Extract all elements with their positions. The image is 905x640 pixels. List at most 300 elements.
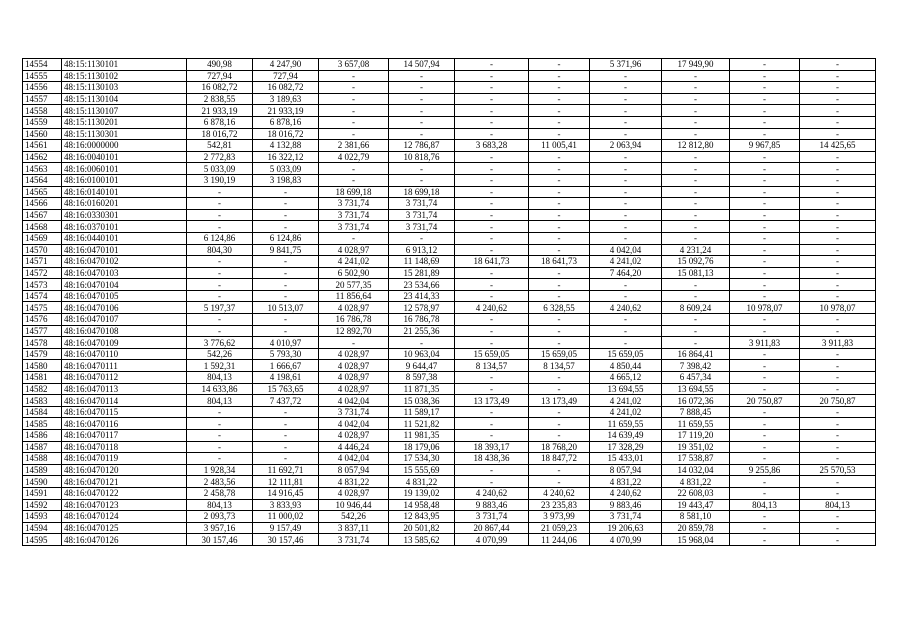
cell-value-10: - <box>800 267 876 279</box>
cell-value-4: 19 139,02 <box>389 487 455 499</box>
cell-value-7: 15 433,01 <box>590 453 662 465</box>
cell-row-number: 14594 <box>23 522 62 534</box>
cell-value-5: - <box>455 209 529 221</box>
cell-value-1: - <box>187 453 253 465</box>
cell-value-9: 20 750,87 <box>730 395 800 407</box>
cell-value-6: 11 005,41 <box>529 140 590 152</box>
cell-cadastral-code: 48:16:0470123 <box>62 499 187 511</box>
cell-value-1: 21 933,19 <box>187 105 253 117</box>
cell-value-7: - <box>590 174 662 186</box>
cell-value-1: 2 772,83 <box>187 151 253 163</box>
cell-value-3: 4 446,24 <box>319 441 389 453</box>
cell-row-number: 14570 <box>23 244 62 256</box>
cell-value-9: - <box>730 348 800 360</box>
cell-value-2: 4 247,90 <box>253 59 319 71</box>
cell-value-4: 11 871,35 <box>389 383 455 395</box>
cell-value-9: - <box>730 441 800 453</box>
cell-value-10: - <box>800 383 876 395</box>
cell-row-number: 14575 <box>23 302 62 314</box>
cell-value-4: 17 534,30 <box>389 453 455 465</box>
cell-value-10: - <box>800 128 876 140</box>
table-row <box>23 221 876 233</box>
cell-value-10: - <box>800 221 876 233</box>
cell-value-8: 22 608,03 <box>662 487 730 499</box>
cell-value-5: - <box>455 82 529 94</box>
cell-row-number: 14579 <box>23 348 62 360</box>
cell-cadastral-code: 48:15:1130301 <box>62 128 187 140</box>
cell-value-7: - <box>590 290 662 302</box>
table-row <box>23 476 876 488</box>
cell-cadastral-code: 48:16:0470116 <box>62 418 187 430</box>
cell-value-3: 4 028,97 <box>319 302 389 314</box>
cell-value-3: - <box>319 82 389 94</box>
cell-row-number: 14577 <box>23 325 62 337</box>
cell-value-3: 4 028,97 <box>319 372 389 384</box>
cell-value-6: - <box>529 267 590 279</box>
cell-cadastral-code: 48:16:0160201 <box>62 198 187 210</box>
cell-value-6: 21 059,23 <box>529 522 590 534</box>
cell-value-6: - <box>529 418 590 430</box>
cell-value-7: 4 240,62 <box>590 487 662 499</box>
cell-value-8: - <box>662 151 730 163</box>
cell-value-5: 4 240,62 <box>455 487 529 499</box>
cell-value-6: - <box>529 82 590 94</box>
cell-value-2: 14 916,45 <box>253 487 319 499</box>
cell-value-3: 4 042,04 <box>319 418 389 430</box>
cell-value-10: - <box>800 256 876 268</box>
cell-value-1: 14 633,86 <box>187 383 253 395</box>
table-row <box>23 209 876 221</box>
cell-value-6: - <box>529 406 590 418</box>
cell-value-9: - <box>730 256 800 268</box>
cell-row-number: 14574 <box>23 290 62 302</box>
cell-value-3: 4 042,04 <box>319 395 389 407</box>
cell-value-7: - <box>590 93 662 105</box>
cell-value-7: 17 328,29 <box>590 441 662 453</box>
cell-value-7: 4 042,04 <box>590 244 662 256</box>
cell-value-9: - <box>730 59 800 71</box>
cell-value-7: - <box>590 314 662 326</box>
cell-value-8: 7 888,45 <box>662 406 730 418</box>
table-row <box>23 267 876 279</box>
cell-value-10: 3 911,83 <box>800 337 876 349</box>
cell-value-10: - <box>800 418 876 430</box>
cell-value-2: 4 198,61 <box>253 372 319 384</box>
cell-value-4: 8 597,38 <box>389 372 455 384</box>
table-row <box>23 418 876 430</box>
cell-value-3: 3 731,74 <box>319 198 389 210</box>
cell-value-5: - <box>455 279 529 291</box>
cell-value-7: 2 063,94 <box>590 140 662 152</box>
cell-cadastral-code: 48:16:0470108 <box>62 325 187 337</box>
cell-value-1: 6 124,86 <box>187 232 253 244</box>
cell-value-10: - <box>800 163 876 175</box>
cell-value-5: 8 134,57 <box>455 360 529 372</box>
table-row <box>23 325 876 337</box>
table-row <box>23 522 876 534</box>
cell-value-5: 4 240,62 <box>455 302 529 314</box>
cell-value-9: - <box>730 128 800 140</box>
table-row <box>23 348 876 360</box>
cell-value-7: 14 639,49 <box>590 430 662 442</box>
cell-value-5: - <box>455 383 529 395</box>
cell-value-4: 4 831,22 <box>389 476 455 488</box>
cell-value-1: 804,13 <box>187 499 253 511</box>
cell-value-3: 3 837,11 <box>319 522 389 534</box>
cell-value-3: 16 786,78 <box>319 314 389 326</box>
cell-value-6: - <box>529 325 590 337</box>
cell-value-1: - <box>187 256 253 268</box>
cell-value-3: 4 028,97 <box>319 487 389 499</box>
table-row <box>23 128 876 140</box>
cell-row-number: 14587 <box>23 441 62 453</box>
table-row <box>23 70 876 82</box>
cell-value-2: 30 157,46 <box>253 534 319 546</box>
cell-value-2: 7 437,72 <box>253 395 319 407</box>
cell-cadastral-code: 48:16:0330301 <box>62 209 187 221</box>
cell-value-6: 23 235,83 <box>529 499 590 511</box>
table-row <box>23 256 876 268</box>
cell-row-number: 14584 <box>23 406 62 418</box>
cell-value-7: 4 241,02 <box>590 256 662 268</box>
cell-value-5: - <box>455 406 529 418</box>
table-row <box>23 383 876 395</box>
table-row <box>23 430 876 442</box>
cell-value-7: 19 206,63 <box>590 522 662 534</box>
cell-value-10: - <box>800 244 876 256</box>
cell-value-8: 7 398,42 <box>662 360 730 372</box>
cell-value-9: - <box>730 221 800 233</box>
cell-value-6: 15 659,05 <box>529 348 590 360</box>
cell-value-4: 14 507,94 <box>389 59 455 71</box>
cell-value-2: 6 878,16 <box>253 116 319 128</box>
cell-value-5: - <box>455 198 529 210</box>
cell-row-number: 14576 <box>23 314 62 326</box>
cell-value-4: 12 786,87 <box>389 140 455 152</box>
cell-value-1: 804,13 <box>187 372 253 384</box>
cell-value-10: - <box>800 522 876 534</box>
cell-value-10: - <box>800 116 876 128</box>
cell-value-2: - <box>253 441 319 453</box>
cell-cadastral-code: 48:16:0470105 <box>62 290 187 302</box>
cell-value-1: - <box>187 186 253 198</box>
cell-value-5: - <box>455 464 529 476</box>
cell-value-3: 3 731,74 <box>319 209 389 221</box>
cell-cadastral-code: 48:16:0470126 <box>62 534 187 546</box>
cell-value-5: 9 883,46 <box>455 499 529 511</box>
cell-cadastral-code: 48:16:0470113 <box>62 383 187 395</box>
cell-value-3: 4 042,04 <box>319 453 389 465</box>
cell-value-2: - <box>253 279 319 291</box>
cell-cadastral-code: 48:16:0470121 <box>62 476 187 488</box>
cell-value-6: - <box>529 337 590 349</box>
cell-value-2: - <box>253 406 319 418</box>
cell-value-6: 6 328,55 <box>529 302 590 314</box>
table-row <box>23 302 876 314</box>
table-row <box>23 406 876 418</box>
cell-value-5: - <box>455 221 529 233</box>
table-row <box>23 244 876 256</box>
cell-value-7: 4 070,99 <box>590 534 662 546</box>
cell-value-3: 4 028,97 <box>319 360 389 372</box>
cell-value-3: 3 731,74 <box>319 221 389 233</box>
cell-value-5: 3 731,74 <box>455 511 529 523</box>
cell-value-4: - <box>389 337 455 349</box>
cell-value-7: 4 850,44 <box>590 360 662 372</box>
cell-value-10: - <box>800 59 876 71</box>
cell-value-8: 19 443,47 <box>662 499 730 511</box>
cell-value-6: 4 240,62 <box>529 487 590 499</box>
table-row <box>23 186 876 198</box>
cell-cadastral-code: 48:16:0470112 <box>62 372 187 384</box>
cell-value-9: 9 255,86 <box>730 464 800 476</box>
cell-row-number: 14582 <box>23 383 62 395</box>
table-row <box>23 372 876 384</box>
cell-cadastral-code: 48:16:0470102 <box>62 256 187 268</box>
cell-value-7: - <box>590 209 662 221</box>
cell-value-7: - <box>590 82 662 94</box>
data-table <box>22 58 876 546</box>
cell-row-number: 14559 <box>23 116 62 128</box>
cell-value-3: 4 028,97 <box>319 430 389 442</box>
table-row <box>23 487 876 499</box>
cell-value-7: 7 464,20 <box>590 267 662 279</box>
cell-value-9: - <box>730 93 800 105</box>
cell-value-4: 14 958,48 <box>389 499 455 511</box>
cell-value-2: - <box>253 186 319 198</box>
cell-cadastral-code: 48:15:1130102 <box>62 70 187 82</box>
cell-row-number: 14561 <box>23 140 62 152</box>
cell-value-10: - <box>800 430 876 442</box>
cell-value-10: 20 750,87 <box>800 395 876 407</box>
cell-cadastral-code: 48:16:0470119 <box>62 453 187 465</box>
cell-value-7: - <box>590 116 662 128</box>
cell-value-10: - <box>800 186 876 198</box>
cell-value-3: 4 241,02 <box>319 256 389 268</box>
cell-value-6: - <box>529 232 590 244</box>
cell-row-number: 14557 <box>23 93 62 105</box>
cell-value-1: - <box>187 290 253 302</box>
cell-value-7: 8 057,94 <box>590 464 662 476</box>
cell-value-9: 804,13 <box>730 499 800 511</box>
table-row <box>23 453 876 465</box>
cell-cadastral-code: 48:16:0470103 <box>62 267 187 279</box>
cell-value-3: 8 057,94 <box>319 464 389 476</box>
cell-value-9: - <box>730 522 800 534</box>
cell-value-2: 727,94 <box>253 70 319 82</box>
cell-value-9: - <box>730 534 800 546</box>
cell-value-5: 13 173,49 <box>455 395 529 407</box>
cell-value-8: 8 609,24 <box>662 302 730 314</box>
cell-value-7: 13 694,55 <box>590 383 662 395</box>
cell-cadastral-code: 48:16:0470114 <box>62 395 187 407</box>
cell-value-2: 3 189,63 <box>253 93 319 105</box>
cell-value-5: - <box>455 186 529 198</box>
cell-value-2: - <box>253 198 319 210</box>
cell-value-7: - <box>590 105 662 117</box>
cell-value-3: 542,26 <box>319 511 389 523</box>
cell-value-10: 25 570,53 <box>800 464 876 476</box>
cell-value-1: 18 016,72 <box>187 128 253 140</box>
cell-value-7: 9 883,46 <box>590 499 662 511</box>
cell-value-5: - <box>455 314 529 326</box>
table-row <box>23 140 876 152</box>
cell-value-1: 6 878,16 <box>187 116 253 128</box>
cell-value-5: - <box>455 372 529 384</box>
cell-value-4: 20 501,82 <box>389 522 455 534</box>
cell-value-7: - <box>590 186 662 198</box>
cell-row-number: 14573 <box>23 279 62 291</box>
cell-value-4: - <box>389 93 455 105</box>
cell-row-number: 14563 <box>23 163 62 175</box>
cell-value-2: 6 124,86 <box>253 232 319 244</box>
cell-value-2: 3 198,83 <box>253 174 319 186</box>
table-row <box>23 441 876 453</box>
cell-value-4: - <box>389 163 455 175</box>
cell-value-10: - <box>800 487 876 499</box>
cell-value-8: - <box>662 70 730 82</box>
cell-value-2: 1 666,67 <box>253 360 319 372</box>
cell-value-1: 804,30 <box>187 244 253 256</box>
cell-value-3: 3 657,08 <box>319 59 389 71</box>
cell-value-8: - <box>662 163 730 175</box>
cell-cadastral-code: 48:16:0470106 <box>62 302 187 314</box>
cell-value-9: - <box>730 383 800 395</box>
cell-value-4: 18 699,18 <box>389 186 455 198</box>
cell-value-5: 4 070,99 <box>455 534 529 546</box>
cell-value-6: 8 134,57 <box>529 360 590 372</box>
cell-value-10: 804,13 <box>800 499 876 511</box>
table-row <box>23 59 876 71</box>
cell-value-8: 15 968,04 <box>662 534 730 546</box>
cell-value-5: - <box>455 418 529 430</box>
cell-value-1: - <box>187 198 253 210</box>
cell-row-number: 14589 <box>23 464 62 476</box>
cell-value-8: 14 032,04 <box>662 464 730 476</box>
table-row <box>23 116 876 128</box>
cell-value-4: 18 179,06 <box>389 441 455 453</box>
cell-value-9: - <box>730 279 800 291</box>
cell-value-5: - <box>455 232 529 244</box>
cell-value-7: 15 659,05 <box>590 348 662 360</box>
cell-value-5: 18 393,17 <box>455 441 529 453</box>
table-row <box>23 163 876 175</box>
cell-value-4: 15 555,69 <box>389 464 455 476</box>
cell-value-2: - <box>253 267 319 279</box>
cell-value-3: 11 856,64 <box>319 290 389 302</box>
cell-value-4: 12 843,95 <box>389 511 455 523</box>
cell-value-9: - <box>730 430 800 442</box>
cell-value-1: - <box>187 418 253 430</box>
cell-value-10: 14 425,65 <box>800 140 876 152</box>
cell-value-9: - <box>730 105 800 117</box>
cell-value-7: 11 659,55 <box>590 418 662 430</box>
cell-value-6: - <box>529 186 590 198</box>
cell-value-9: - <box>730 418 800 430</box>
cell-cadastral-code: 48:16:0470122 <box>62 487 187 499</box>
cell-value-8: - <box>662 186 730 198</box>
cell-value-10: - <box>800 348 876 360</box>
cell-value-4: 13 585,62 <box>389 534 455 546</box>
cell-row-number: 14562 <box>23 151 62 163</box>
cell-value-7: 4 241,02 <box>590 395 662 407</box>
cell-value-2: - <box>253 430 319 442</box>
cell-value-9: - <box>730 372 800 384</box>
cell-value-10: - <box>800 406 876 418</box>
cell-value-7: - <box>590 279 662 291</box>
cell-row-number: 14567 <box>23 209 62 221</box>
cell-value-1: 1 928,34 <box>187 464 253 476</box>
cell-value-7: - <box>590 325 662 337</box>
table-row <box>23 198 876 210</box>
cell-value-8: 6 457,34 <box>662 372 730 384</box>
cell-value-2: 10 513,07 <box>253 302 319 314</box>
cell-value-1: 5 197,37 <box>187 302 253 314</box>
table-body <box>23 59 876 546</box>
cell-value-5: 15 659,05 <box>455 348 529 360</box>
cell-value-3: - <box>319 337 389 349</box>
cell-value-4: 9 644,47 <box>389 360 455 372</box>
cell-value-9: 9 967,85 <box>730 140 800 152</box>
cell-value-5: 3 683,28 <box>455 140 529 152</box>
cell-value-2: - <box>253 209 319 221</box>
cell-value-2: - <box>253 453 319 465</box>
cell-value-6: - <box>529 209 590 221</box>
cell-value-4: 11 589,17 <box>389 406 455 418</box>
cell-value-1: - <box>187 314 253 326</box>
table-row <box>23 151 876 163</box>
cell-row-number: 14590 <box>23 476 62 488</box>
cell-value-1: 3 957,16 <box>187 522 253 534</box>
cell-value-4: 23 534,66 <box>389 279 455 291</box>
cell-value-6: 18 768,20 <box>529 441 590 453</box>
cell-value-9: - <box>730 360 800 372</box>
cell-value-8: 20 859,78 <box>662 522 730 534</box>
cell-value-10: - <box>800 534 876 546</box>
cell-value-10: - <box>800 279 876 291</box>
cell-value-9: - <box>730 198 800 210</box>
cell-value-8: 17 949,90 <box>662 59 730 71</box>
cell-value-2: 11 692,71 <box>253 464 319 476</box>
cell-value-5: - <box>455 430 529 442</box>
cell-row-number: 14564 <box>23 174 62 186</box>
cell-value-3: 10 946,44 <box>319 499 389 511</box>
table-row <box>23 314 876 326</box>
cell-value-8: 17 538,87 <box>662 453 730 465</box>
cell-value-1: - <box>187 267 253 279</box>
cell-value-1: 804,13 <box>187 395 253 407</box>
cell-value-3: 3 731,74 <box>319 534 389 546</box>
cell-value-7: - <box>590 128 662 140</box>
cell-value-5: - <box>455 59 529 71</box>
cell-value-4: 16 786,78 <box>389 314 455 326</box>
cell-value-6: - <box>529 372 590 384</box>
cell-row-number: 14569 <box>23 232 62 244</box>
cell-value-3: - <box>319 105 389 117</box>
cell-value-7: - <box>590 232 662 244</box>
cell-value-5: - <box>455 325 529 337</box>
cell-value-5: - <box>455 244 529 256</box>
cell-value-3: - <box>319 174 389 186</box>
cell-value-9: 10 978,07 <box>730 302 800 314</box>
table-row <box>23 395 876 407</box>
cell-value-5: - <box>455 337 529 349</box>
cell-value-6: - <box>529 163 590 175</box>
table-row <box>23 105 876 117</box>
cell-value-6: - <box>529 476 590 488</box>
cell-cadastral-code: 48:16:0470101 <box>62 244 187 256</box>
cell-value-10: - <box>800 325 876 337</box>
